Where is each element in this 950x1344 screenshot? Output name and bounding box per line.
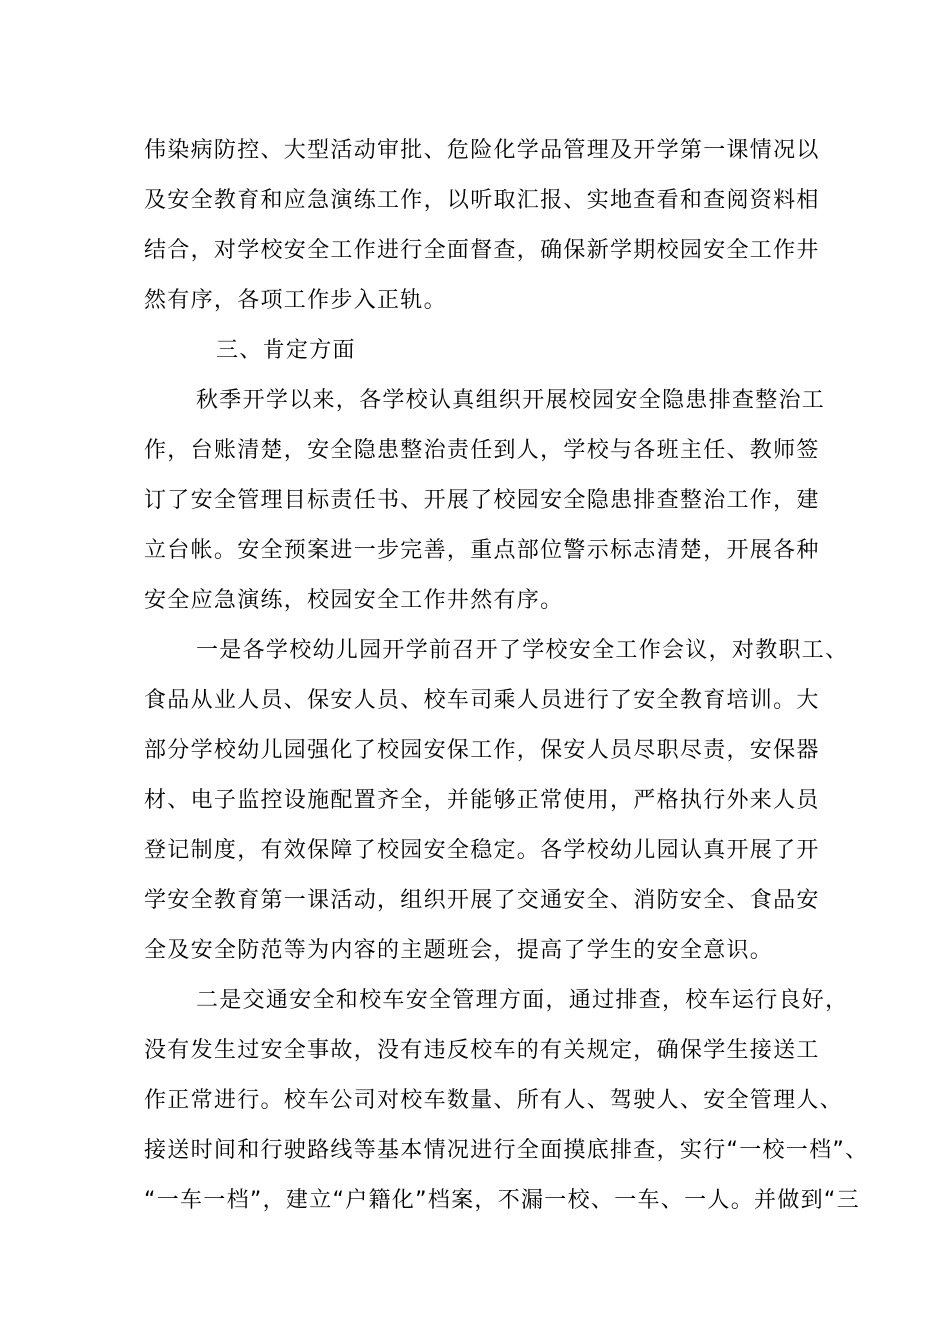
text-line: 及安全教育和应急演练工作，以听取汇报、实地查看和查阅资料相 — [144, 188, 820, 213]
text-line: “一车一档”，建立“户籍化”档案，不漏一校、一车、一人。并做到“三 — [144, 1188, 860, 1213]
text-line: 然有序，各项工作步入正轨。 — [144, 288, 447, 313]
text-line: 没有发生过安全事故，没有违反校车的有关规定，确保学生接送工 — [144, 1038, 820, 1063]
text-line: 登记制度，有效保障了校园安全稳定。各学校幼儿园认真开展了开 — [144, 838, 820, 863]
text-line: 学安全教育第一课活动，组织开展了交通安全、消防安全、食品安 — [144, 888, 820, 913]
text-line: 安全应急演练，校园安全工作井然有序。 — [144, 588, 564, 613]
text-line: 伟染病防控、大型活动审批、危险化学品管理及开学第一课情况以 — [144, 138, 820, 163]
document-body — [144, 126, 869, 1226]
text-line: 食品从业人员、保安人员、校车司乘人员进行了安全教育培训。大 — [144, 688, 820, 713]
text-line: 一是各学校幼儿园开学前召开了学校安全工作会议，对教职工、 — [196, 638, 849, 663]
text-line: 接送时间和行驶路线等基本情况进行全面摸底排查，实行“一校一档”、 — [144, 1138, 869, 1163]
text-line: 订了安全管理目标责任书、开展了校园安全隐患排查整治工作，建 — [144, 488, 820, 513]
text-line: 部分学校幼儿园强化了校园安保工作，保安人员尽职尽责，安保器 — [144, 738, 820, 763]
text-line: 作，台账清楚，安全隐患整治责任到人，学校与各班主任、教师签 — [144, 438, 820, 463]
section-heading: 三、肯定方面 — [216, 338, 356, 363]
text-line: 材、电子监控设施配置齐全，并能够正常使用，严格执行外来人员 — [144, 788, 820, 813]
text-line: 立台帐。安全预案进一步完善，重点部位警示标志清楚，开展各种 — [144, 538, 820, 563]
text-line: 全及安全防范等为内容的主题班会，提高了学生的安全意识。 — [144, 938, 774, 963]
text-line: 作正常进行。校车公司对校车数量、所有人、驾驶人、安全管理人、 — [144, 1088, 844, 1113]
text-line: 结合，对学校安全工作进行全面督查，确保新学期校园安全工作井 — [144, 238, 820, 263]
text-line: 二是交通安全和校车安全管理方面，通过排查，校车运行良好， — [196, 988, 849, 1013]
text-line: 秋季开学以来，各学校认真组织开展校园安全隐患排查整治工 — [196, 388, 826, 413]
